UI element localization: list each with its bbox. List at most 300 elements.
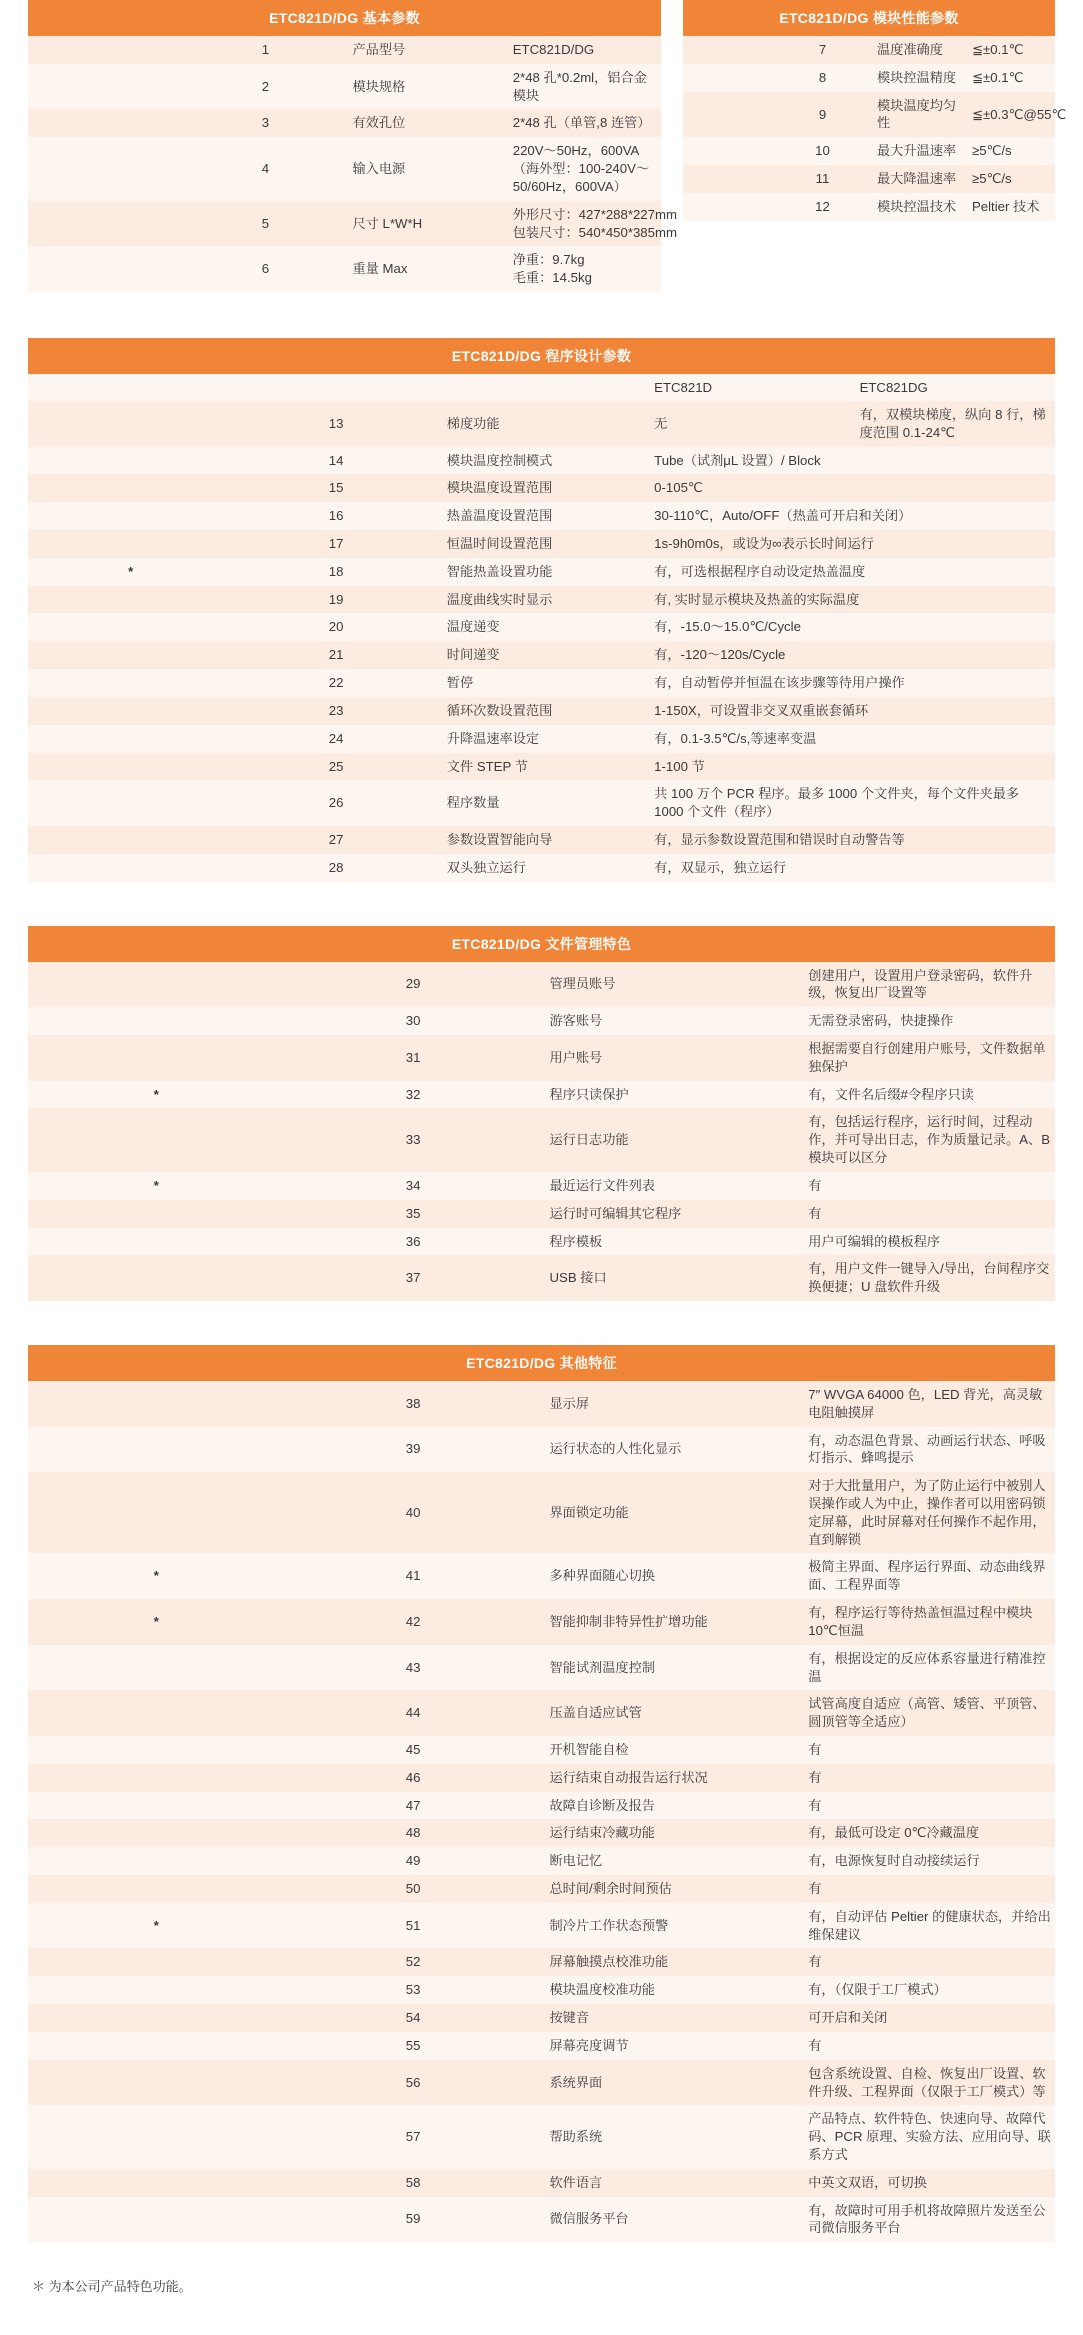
table-row: [28, 780, 1055, 826]
star-cell: [683, 165, 776, 193]
row-label: 运行结束冷藏功能: [542, 1819, 799, 1847]
row-value: [503, 246, 661, 292]
star-cell: [28, 1472, 285, 1553]
row-value: 有，故障时可用手机将故障照片发送至公司微信服务平台: [798, 2197, 1055, 2243]
star-cell: *: [28, 1903, 285, 1949]
row-label: 模块控温精度: [869, 64, 962, 92]
star-cell: [28, 1764, 285, 1792]
row-number: 24: [233, 725, 438, 753]
dimension-outer: 外形尺寸：427*288*227mm: [512, 206, 677, 222]
row-number: 21: [233, 641, 438, 669]
row-number: 50: [285, 1875, 542, 1903]
star-cell: [28, 1427, 285, 1473]
other-features-block: [28, 1345, 1055, 2242]
table-header-row: [683, 0, 1055, 36]
star-cell: [28, 1819, 285, 1847]
row-number: 46: [285, 1764, 542, 1792]
row-number: [233, 374, 438, 401]
star-cell: [28, 854, 233, 882]
row-number: 48: [285, 1819, 542, 1847]
row-number: 33: [285, 1108, 542, 1171]
table-row: [28, 2004, 1055, 2032]
table-row: [683, 92, 1055, 138]
star-cell: [28, 474, 233, 502]
row-value: 有: [798, 1948, 1055, 1976]
table-row: [683, 64, 1055, 92]
row-number: 53: [285, 1976, 542, 2004]
table-row: [28, 1690, 1055, 1736]
row-number: 45: [285, 1736, 542, 1764]
row-number: 36: [285, 1228, 542, 1256]
table-row: [28, 1976, 1055, 2004]
table-row: [28, 1847, 1055, 1875]
row-value: 220V～50Hz，600VA（海外型：100-240V～50/60Hz，600VA）: [503, 137, 661, 200]
row-number: 15: [233, 474, 438, 502]
star-cell: [28, 36, 186, 64]
row-value: 有: [798, 2032, 1055, 2060]
row-label: 管理员账号: [542, 962, 799, 1008]
row-label: 游客账号: [542, 1007, 799, 1035]
table-row: [28, 1736, 1055, 1764]
basic-parameters-block: [28, 0, 677, 292]
row-value-etc821d: 有，双显示，独立运行: [644, 854, 1055, 882]
row-label: 尺寸 L*W*H: [345, 201, 503, 247]
footnote: ＊ 为本公司产品特色功能。: [32, 2279, 192, 2295]
row-value-etc821d: 有，-15.0～15.0℃/Cycle: [644, 613, 1055, 641]
table-row: [28, 474, 1055, 502]
row-number: 1: [186, 36, 344, 64]
row-value: 试管高度自适应（高管、矮管、平顶管、圆顶管等全适应）: [798, 1690, 1055, 1736]
row-label: 断电记忆: [542, 1847, 799, 1875]
row-number: 14: [233, 447, 438, 475]
row-value: 2*48 孔（单管,8 连管）: [503, 109, 661, 137]
star-cell: [28, 780, 233, 826]
table-row: [28, 447, 1055, 475]
star-cell: [28, 1645, 285, 1691]
star-cell: [28, 246, 186, 292]
star-cell: [28, 1381, 285, 1427]
star-cell: [28, 1736, 285, 1764]
star-cell: [28, 1228, 285, 1256]
table-row: [28, 962, 1055, 1008]
column-header-row: [28, 374, 1055, 401]
row-value: 7″ WVGA 64000 色，LED 背光，高灵敏电阻触摸屏: [798, 1381, 1055, 1427]
row-value: 有: [798, 1200, 1055, 1228]
table-row: [683, 165, 1055, 193]
row-label: 温度递变: [439, 613, 644, 641]
row-value: 有，用户文件一键导入/导出，台间程序交换便捷；U 盘软件升级: [798, 1255, 1055, 1301]
row-number: 12: [776, 193, 869, 221]
file-management-block: [28, 926, 1055, 1301]
column-header-etc821dg: ETC821DG: [850, 374, 1055, 401]
row-value: 可开启和关闭: [798, 2004, 1055, 2032]
other-features-title: ETC821D/DG 其他特征: [28, 1345, 1055, 1381]
row-number: 30: [285, 1007, 542, 1035]
row-number: 6: [186, 246, 344, 292]
row-label: 热盖温度设置范围: [439, 502, 644, 530]
row-label: 双头独立运行: [439, 854, 644, 882]
table-row: [28, 1007, 1055, 1035]
row-number: 57: [285, 2105, 542, 2168]
spacer: [28, 882, 1055, 926]
row-number: 59: [285, 2197, 542, 2243]
row-number: 55: [285, 2032, 542, 2060]
row-value-etc821d: 1-100 节: [644, 753, 1055, 781]
row-value: ≦±0.1℃: [962, 64, 1055, 92]
row-number: 9: [776, 92, 869, 138]
row-label: 多种界面随心切换: [542, 1553, 799, 1599]
table-row: [28, 1645, 1055, 1691]
row-number: 44: [285, 1690, 542, 1736]
table-row: [683, 193, 1055, 221]
weight-net: 净重：9.7kg: [512, 252, 585, 268]
row-number: 35: [285, 1200, 542, 1228]
table-row: [28, 36, 661, 64]
table-row: [28, 1108, 1055, 1171]
row-label: 总时间/剩余时间预估: [542, 1875, 799, 1903]
row-number: 47: [285, 1792, 542, 1820]
top-tables-container: [28, 0, 1067, 292]
row-number: 42: [285, 1599, 542, 1645]
row-value: 有: [798, 1792, 1055, 1820]
row-number: 25: [233, 753, 438, 781]
star-cell: [28, 201, 186, 247]
table-row: [28, 1035, 1055, 1081]
table-row: [28, 201, 661, 247]
star-cell: [28, 1875, 285, 1903]
row-number: 26: [233, 780, 438, 826]
row-label: 故障自诊断及报告: [542, 1792, 799, 1820]
row-value-etc821d: 1-150X，可设置非交叉双重嵌套循环: [644, 697, 1055, 725]
star-cell: [28, 725, 233, 753]
row-value: [503, 201, 677, 247]
star-cell: [683, 36, 776, 64]
table-row: [28, 2105, 1055, 2168]
star-cell: [28, 374, 233, 401]
row-label: 恒温时间设置范围: [439, 530, 644, 558]
row-value: 包含系统设置、自检、恢复出厂设置、软件升级、工程界面（仅限于工厂模式）等: [798, 2060, 1055, 2106]
table-row: [28, 1875, 1055, 1903]
row-number: 8: [776, 64, 869, 92]
row-value-etc821d: 有，-120～120s/Cycle: [644, 641, 1055, 669]
star-cell: [28, 962, 285, 1008]
table-row: [683, 137, 1055, 165]
row-value-etc821d: 有，自动暂停并恒温在该步骤等待用户操作: [644, 669, 1055, 697]
row-value: 有，根据设定的反应体系容量进行精准控温: [798, 1645, 1055, 1691]
row-number: 43: [285, 1645, 542, 1691]
star-cell: [28, 1792, 285, 1820]
basic-parameters-table: [28, 0, 677, 292]
table-row: [28, 697, 1055, 725]
row-value: 无需登录密码，快捷操作: [798, 1007, 1055, 1035]
row-number: 49: [285, 1847, 542, 1875]
star-cell: [28, 2060, 285, 2106]
table-row: [28, 1172, 1055, 1200]
row-label: 界面锁定功能: [542, 1472, 799, 1553]
row-number: 28: [233, 854, 438, 882]
row-label: 运行结束自动报告运行状况: [542, 1764, 799, 1792]
file-management-title: ETC821D/DG 文件管理特色: [28, 926, 1055, 962]
row-value: 产品特点、软件特色、快速向导、故障代码、PCR 原理、实验方法、应用向导、联系方式: [798, 2105, 1055, 2168]
row-number: 3: [186, 109, 344, 137]
row-label: 模块温度设置范围: [439, 474, 644, 502]
star-cell: [28, 1035, 285, 1081]
row-number: 41: [285, 1553, 542, 1599]
table-row: [28, 109, 661, 137]
star-cell: [28, 1976, 285, 2004]
row-number: 52: [285, 1948, 542, 1976]
row-value: 有，程序运行等待热盖恒温过程中模块 10℃恒温: [798, 1599, 1055, 1645]
table-row: [28, 502, 1055, 530]
row-number: 29: [285, 962, 542, 1008]
program-parameters-title: ETC821D/DG 程序设计参数: [28, 338, 1055, 374]
row-number: 10: [776, 137, 869, 165]
row-number: 20: [233, 613, 438, 641]
row-number: 31: [285, 1035, 542, 1081]
table-row: [28, 1255, 1055, 1301]
table-row: [28, 1819, 1055, 1847]
star-cell: [28, 2197, 285, 2243]
row-label: 微信服务平台: [542, 2197, 799, 2243]
column-header-etc821d: ETC821D: [644, 374, 849, 401]
table-row: [28, 1427, 1055, 1473]
row-label: 显示屏: [542, 1381, 799, 1427]
row-label: 文件 STEP 节: [439, 753, 644, 781]
row-number: 34: [285, 1172, 542, 1200]
table-row: [28, 586, 1055, 614]
other-features-rows: [28, 1381, 1055, 2242]
row-value: 有，文件名后缀#令程序只读: [798, 1081, 1055, 1109]
star-cell: [28, 826, 233, 854]
row-label: 程序只读保护: [542, 1081, 799, 1109]
star-cell: [28, 641, 233, 669]
row-number: 58: [285, 2169, 542, 2197]
row-label: 模块控温技术: [869, 193, 962, 221]
row-value: 创建用户，设置用户登录密码，软件升级，恢复出厂设置等: [798, 962, 1055, 1008]
row-label: 用户账号: [542, 1035, 799, 1081]
table-row: [28, 137, 661, 200]
row-number: 5: [186, 201, 344, 247]
row-value: 有，最低可设定 0℃冷藏温度: [798, 1819, 1055, 1847]
row-label: 程序模板: [542, 1228, 799, 1256]
table-row: [28, 1553, 1055, 1599]
table-row: [28, 753, 1055, 781]
star-cell: *: [28, 1599, 285, 1645]
row-label: 梯度功能: [439, 401, 644, 447]
weight-gross: 毛重：14.5kg: [512, 270, 592, 286]
table-header-row: [28, 1345, 1055, 1381]
table-row: [28, 826, 1055, 854]
spacer: [28, 292, 1055, 338]
row-number: 40: [285, 1472, 542, 1553]
table-row: [28, 669, 1055, 697]
row-label: 有效孔位: [345, 109, 503, 137]
table-header-row: [28, 338, 1055, 374]
row-value: 中英文双语，可切换: [798, 2169, 1055, 2197]
row-value: 有，动态温色背景、动画运行状态、呼吸灯指示、蜂鸣提示: [798, 1427, 1055, 1473]
row-label: 运行时可编辑其它程序: [542, 1200, 799, 1228]
row-label: 智能热盖设置功能: [439, 558, 644, 586]
basic-parameters-title: ETC821D/DG 基本参数: [28, 0, 661, 36]
table-row: [28, 725, 1055, 753]
row-label: 参数设置智能向导: [439, 826, 644, 854]
row-number: 39: [285, 1427, 542, 1473]
row-label: 时间递变: [439, 641, 644, 669]
row-label: 运行状态的人性化显示: [542, 1427, 799, 1473]
row-label: 运行日志功能: [542, 1108, 799, 1171]
table-row: [28, 2032, 1055, 2060]
row-label: 产品型号: [345, 36, 503, 64]
row-label: 屏幕触摸点校准功能: [542, 1948, 799, 1976]
row-number: 7: [776, 36, 869, 64]
row-value: 2*48 孔*0.2ml，铝合金模块: [503, 64, 661, 110]
row-label: 制冷片工作状态预警: [542, 1903, 799, 1949]
row-value: ≦±0.3℃@55℃: [962, 92, 1055, 138]
row-label: 温度曲线实时显示: [439, 586, 644, 614]
row-label: 帮助系统: [542, 2105, 799, 2168]
row-label: 软件语言: [542, 2169, 799, 2197]
row-value-etc821d: 有, 实时显示模块及热盖的实际温度: [644, 586, 1055, 614]
table-row: [28, 641, 1055, 669]
row-number: 16: [233, 502, 438, 530]
row-value-etc821d: 共 100 万个 PCR 程序。最多 1000 个文件夹，每个文件夹最多 1000 个文件（程序）: [644, 780, 1055, 826]
star-cell: [28, 1690, 285, 1736]
row-value: 对于大批量用户，为了防止运行中被别人误操作或人为中止，操作者可以用密码锁定屏幕，此时屏幕对任何操作不起作用，直到解锁: [798, 1472, 1055, 1553]
row-label: 压盖自适应试管: [542, 1690, 799, 1736]
row-value: 根据需要自行创建用户账号，文件数据单独保护: [798, 1035, 1055, 1081]
star-cell: [28, 613, 233, 641]
spacer: [28, 1301, 1055, 1345]
star-cell: [28, 401, 233, 447]
star-cell: [28, 447, 233, 475]
row-number: 56: [285, 2060, 542, 2106]
table-row: [28, 1599, 1055, 1645]
row-value: 有，自动评估 Peltier 的健康状态，并给出维保建议: [798, 1903, 1055, 1949]
star-cell: [28, 2032, 285, 2060]
table-row: [28, 1792, 1055, 1820]
row-number: 32: [285, 1081, 542, 1109]
row-number: 4: [186, 137, 344, 200]
row-label: 升降温速率设定: [439, 725, 644, 753]
table-header-row: [28, 0, 661, 36]
star-cell: [28, 2169, 285, 2197]
row-label: 循环次数设置范围: [439, 697, 644, 725]
row-value: 有，电源恢复时自动接续运行: [798, 1847, 1055, 1875]
row-value-etc821dg: 有，双模块梯度，纵向 8 行，梯度范围 0.1-24℃: [850, 401, 1055, 447]
star-cell: [28, 669, 233, 697]
star-cell: [28, 753, 233, 781]
row-label: 模块温度控制模式: [439, 447, 644, 475]
file-management-rows: [28, 962, 1055, 1301]
row-number: 38: [285, 1381, 542, 1427]
row-label: 开机智能自检: [542, 1736, 799, 1764]
row-value-etc821d: 无: [644, 401, 849, 447]
table-row: [28, 1200, 1055, 1228]
star-cell: [28, 697, 233, 725]
star-cell: [28, 137, 186, 200]
row-label: 程序数量: [439, 780, 644, 826]
star-cell: [683, 193, 776, 221]
star-cell: [683, 64, 776, 92]
star-cell: [28, 1108, 285, 1171]
star-cell: [28, 502, 233, 530]
star-cell: [28, 1847, 285, 1875]
row-value: 有: [798, 1764, 1055, 1792]
module-performance-title: ETC821D/DG 模块性能参数: [683, 0, 1055, 36]
program-rows: [28, 401, 1055, 882]
row-value-etc821d: Tube（试剂μL 设置）/ Block: [644, 447, 1055, 475]
row-number: 18: [233, 558, 438, 586]
row-value: 有: [798, 1736, 1055, 1764]
row-value: ≦±0.1℃: [962, 36, 1055, 64]
star-cell: [28, 586, 233, 614]
other-features-table: [28, 1345, 1055, 2242]
row-label: 模块温度均匀性: [869, 92, 962, 138]
table-row: [28, 64, 661, 110]
row-value-etc821d: 有，显示参数设置范围和错误时自动警告等: [644, 826, 1055, 854]
star-cell: [28, 1200, 285, 1228]
star-cell: [683, 137, 776, 165]
table-row: [28, 246, 661, 292]
star-cell: [28, 1007, 285, 1035]
row-label: 输入电源: [345, 137, 503, 200]
row-label: [439, 374, 644, 401]
table-row: [28, 2169, 1055, 2197]
row-label: 模块温度校准功能: [542, 1976, 799, 2004]
star-cell: [28, 1948, 285, 1976]
row-value: ≥5℃/s: [962, 137, 1055, 165]
row-label: 智能抑制非特异性扩增功能: [542, 1599, 799, 1645]
row-value-etc821d: 1s-9h0m0s，或设为∞表示长时间运行: [644, 530, 1055, 558]
row-value: Peltier 技术: [962, 193, 1055, 221]
star-cell: [28, 530, 233, 558]
row-number: 19: [233, 586, 438, 614]
row-value-etc821d: 有，可选根据程序自动设定热盖温度: [644, 558, 1055, 586]
row-label: 屏幕亮度调节: [542, 2032, 799, 2060]
row-label: 温度准确度: [869, 36, 962, 64]
row-value: 有，（仅限于工厂模式）: [798, 1976, 1055, 2004]
row-label: 按键音: [542, 2004, 799, 2032]
row-label: 系统界面: [542, 2060, 799, 2106]
row-label: USB 接口: [542, 1255, 799, 1301]
dimension-package: 包装尺寸：540*450*385mm: [512, 224, 677, 240]
star-cell: [28, 109, 186, 137]
star-cell: *: [28, 558, 233, 586]
program-parameters-table: [28, 338, 1055, 882]
row-number: 13: [233, 401, 438, 447]
table-row: [28, 401, 1055, 447]
table-row: [28, 854, 1055, 882]
table-row: [28, 530, 1055, 558]
module-performance-block: [683, 0, 1067, 221]
row-value-etc821d: 30-110℃，Auto/OFF（热盖可开启和关闭）: [644, 502, 1055, 530]
table-row: [28, 1381, 1055, 1427]
row-label: 最大降温速率: [869, 165, 962, 193]
row-number: 37: [285, 1255, 542, 1301]
star-cell: [28, 2105, 285, 2168]
row-value: 有: [798, 1875, 1055, 1903]
row-label: 重量 Max: [345, 246, 503, 292]
row-label: 智能试剂温度控制: [542, 1645, 799, 1691]
program-parameters-block: [28, 338, 1055, 882]
table-row: [28, 2197, 1055, 2243]
row-value: 用户可编辑的模板程序: [798, 1228, 1055, 1256]
row-value: 极简主界面、程序运行界面、动态曲线界面、工程界面等: [798, 1553, 1055, 1599]
file-management-table: [28, 926, 1055, 1301]
row-number: 51: [285, 1903, 542, 1949]
star-cell: *: [28, 1553, 285, 1599]
table-row: [28, 1228, 1055, 1256]
